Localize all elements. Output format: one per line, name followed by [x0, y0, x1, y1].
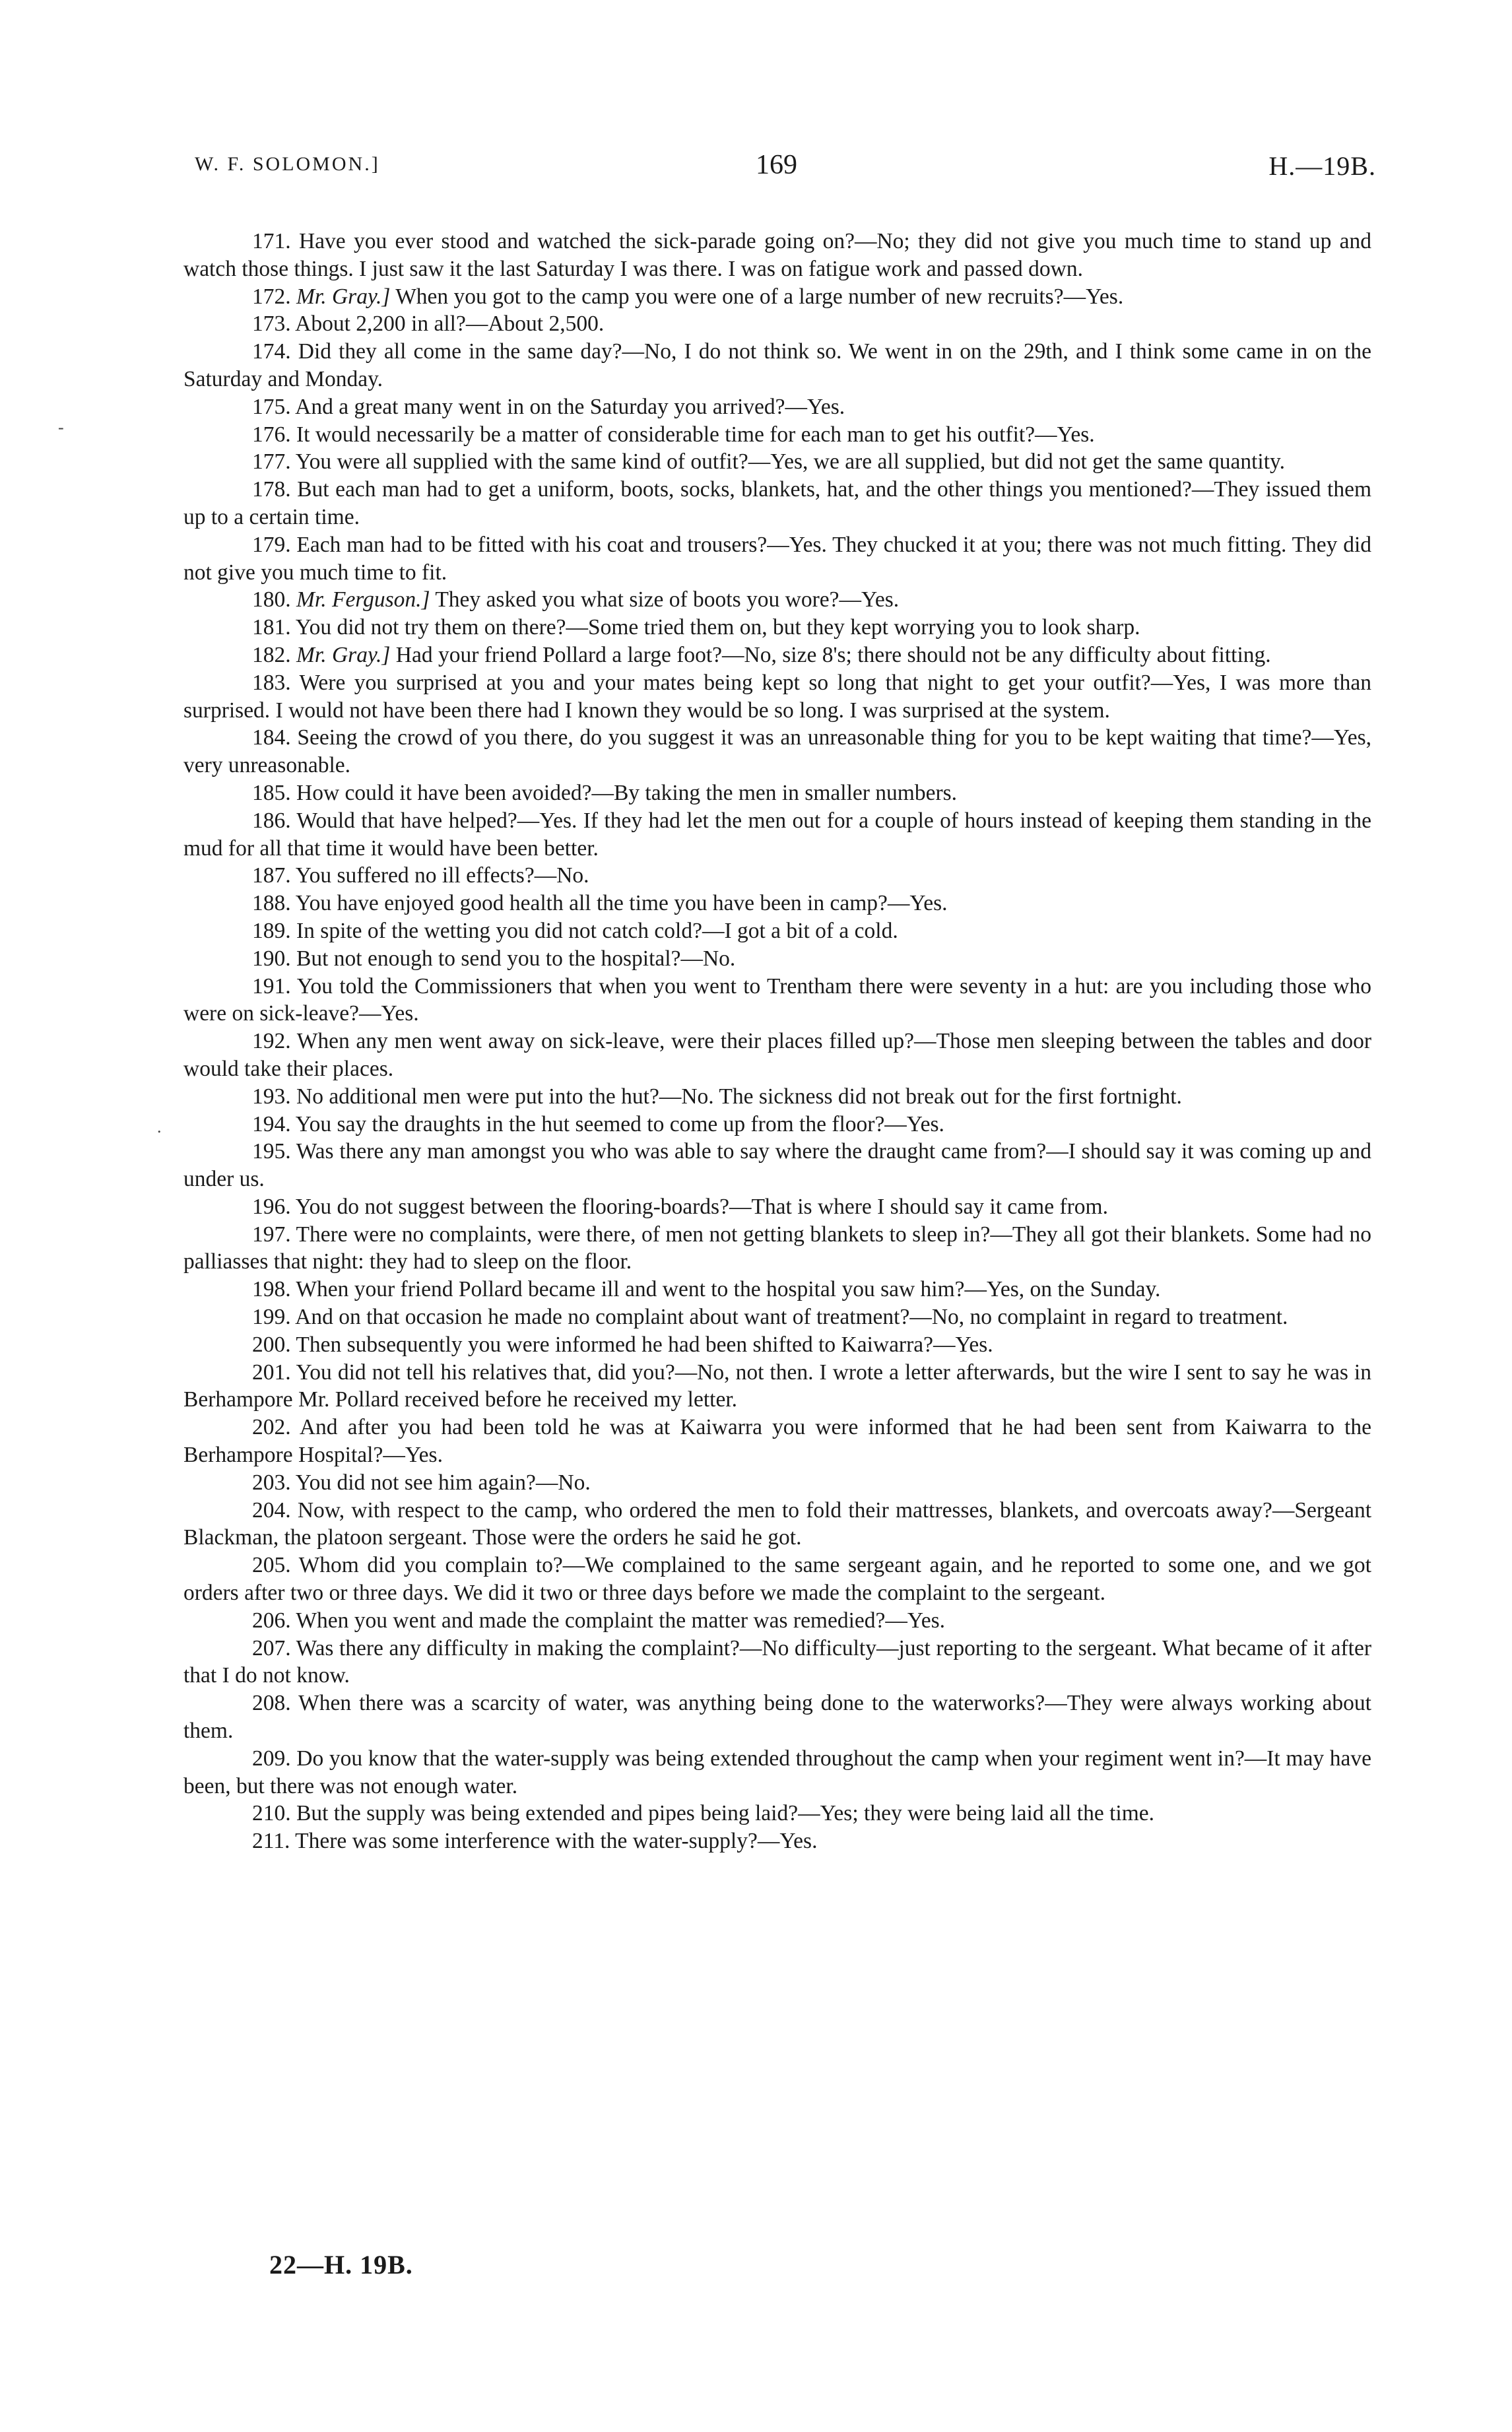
testimony-entry: [183, 917, 1371, 945]
testimony-entry: [183, 1552, 1371, 1607]
question-number: 174.: [252, 339, 291, 364]
question-answer-text: Now, with respect to the camp, who ordered the men to fold their mattresses, blankets, and overcoats away?—Sergeant Blackman, the platoon sergeant. Those were the orders he said he got.: [183, 1497, 1372, 1550]
question-answer-text: About 2,200 in all?—About 2,500.: [295, 312, 605, 337]
question-answer-text: But the supply was being extended and pipes being laid?—Yes; they were being laid all the time.: [296, 1801, 1155, 1826]
question-answer-text: When any men went away on sick-leave, were their places filled up?—Those men sleeping between the tables and door would take their places.: [183, 1029, 1371, 1081]
question-number: 205.: [252, 1553, 291, 1578]
testimony-entry: [183, 338, 1371, 393]
testimony-entry: [183, 1276, 1371, 1303]
question-answer-text: Would that have helped?—Yes. If they had let the men out for a couple of hours instead of keeping them standing in the mud for all that time it would have been better.: [183, 808, 1371, 861]
question-answer-text: Then subsequently you were informed he had been shifted to Kaiwarra?—Yes.: [296, 1332, 993, 1357]
testimony-entry: [183, 476, 1371, 531]
question-answer-text: You do not suggest between the flooring-boards?—That is where I should say it came from.: [295, 1194, 1108, 1219]
question-answer-text: Each man had to be fitted with his coat and trousers?—Yes. They chucked it at you; there was not much fitting. They did not give you much time to fit.: [183, 532, 1371, 585]
question-number: 203.: [252, 1470, 291, 1495]
question-answer-text: And after you had been told he was at Kaiwarra you were informed that he had been sent from Kaiwarra to the Berhampore Hospital?—Yes.: [183, 1415, 1371, 1468]
question-answer-text: Were you surprised at you and your mates being kept so long that night to get your outfit?—Yes, I was more than surprised. I would not have been there had I known they would be so long. I was surprised at the system.: [183, 670, 1371, 723]
margin-mark: .: [157, 1117, 162, 1136]
testimony-entry: [183, 862, 1371, 890]
testimony-entry: [183, 448, 1371, 476]
question-number: 207.: [252, 1635, 291, 1660]
question-answer-text: How could it have been avoided?—By taking the men in smaller numbers.: [296, 780, 958, 805]
question-number: 177.: [252, 449, 291, 475]
question-number: 186.: [252, 808, 291, 833]
question-answer-text: When you went and made the complaint the matter was remedied?—Yes.: [296, 1608, 946, 1633]
question-number: 183.: [252, 670, 291, 695]
question-answer-text: When you got to the camp you were one of a large number of new recruits?—Yes.: [395, 284, 1124, 309]
questioner-name: Mr. Gray.]: [296, 642, 391, 667]
question-answer-text: Was there any difficulty in making the complaint?—No difficulty—just reporting to the sergeant. What became of it after that I do not know.: [183, 1635, 1371, 1688]
question-number: 208.: [252, 1691, 291, 1716]
question-answer-text: When your friend Pollard became ill and went to the hospital you saw him?—Yes, on the Sunday.: [296, 1277, 1161, 1302]
questioner-name: Mr. Gray.]: [296, 284, 391, 309]
question-number: 201.: [252, 1360, 291, 1385]
question-answer-text: You told the Commissioners that when you went to Trentham there were seventy in a hut: are you including those who were on sick-leave?—Yes.: [183, 973, 1371, 1026]
testimony-entry: [183, 779, 1371, 807]
testimony-entry: [183, 1193, 1371, 1221]
question-answer-text: You did not try them on there?—Some tried them on, but they kept worrying you to look sharp.: [295, 615, 1140, 640]
question-answer-text: There was some interference with the water-supply?—Yes.: [295, 1829, 818, 1854]
document-reference: H.—19B.: [1268, 151, 1376, 181]
testimony-entry: [183, 1138, 1371, 1193]
testimony-entry: [183, 1690, 1371, 1745]
question-number: 185.: [252, 780, 291, 805]
question-number: 187.: [252, 863, 291, 888]
question-number: 180.: [252, 587, 291, 612]
testimony-entry: [183, 310, 1371, 338]
testimony-entry: [183, 669, 1371, 725]
testimony-entry: [183, 283, 1371, 311]
question-answer-text: Whom did you complain to?—We complained to the same sergeant again, and he reported to some one, and we got orders after two or three days. We did it two or three days before we made the complaint to the sergeant.: [183, 1553, 1371, 1606]
question-answer-text: There were no complaints, were there, of men not getting blankets to sleep in?—They all got their blankets. Some had no palliasses that night: they had to sleep on the floor.: [183, 1222, 1371, 1274]
testimony-entry: [183, 724, 1371, 779]
question-number: 211.: [252, 1829, 290, 1854]
testimony-entry: [183, 890, 1371, 917]
question-number: 206.: [252, 1608, 291, 1633]
question-answer-text: Was there any man amongst you who was able to say where the draught came from?—I should say it was coming up and under us.: [183, 1139, 1371, 1192]
question-number: 175.: [252, 394, 291, 419]
testimony-entry: [183, 1331, 1371, 1359]
testimony-entry: [183, 228, 1371, 283]
question-answer-text: No additional men were put into the hut?—No. The sickness did not break out for the first fortnight.: [296, 1084, 1182, 1109]
question-number: 178.: [252, 477, 291, 502]
question-answer-text: And a great many went in on the Saturday you arrived?—Yes.: [295, 394, 845, 419]
question-number: 191.: [252, 973, 291, 999]
questioner-name: Mr. Ferguson.]: [296, 587, 430, 612]
question-answer-text: Do you know that the water-supply was being extended throughout the camp when your regiment went in?—It may have been, but there was not enough water.: [183, 1746, 1371, 1798]
question-answer-text: But each man had to get a uniform, boots, socks, blankets, hat, and the other things you mentioned?—They issued them up to a certain time.: [183, 477, 1372, 529]
margin-mark: -: [58, 418, 64, 437]
testimony-entry: [183, 1303, 1371, 1331]
question-answer-text: You say the draughts in the hut seemed to come up from the floor?—Yes.: [295, 1111, 944, 1136]
testimony-entry: [183, 1827, 1371, 1855]
question-answer-text: You did not tell his relatives that, did you?—No, not then. I wrote a letter afterwards, but the wire I sent to say he was in Berhampore Mr. Pollard received before he received my letter.: [183, 1360, 1371, 1412]
question-answer-text: But not enough to send you to the hospital?—No.: [296, 946, 736, 971]
question-number: 196.: [252, 1194, 291, 1219]
question-number: 197.: [252, 1222, 291, 1247]
header-witness-name: W. F. SOLOMON.]: [195, 153, 380, 175]
question-number: 189.: [252, 918, 291, 943]
testimony-entry: [183, 531, 1371, 587]
question-answer-text: Did they all come in the same day?—No, I do not think so. We went in on the 29th, and I think some came in on the Saturday and Monday.: [183, 339, 1372, 391]
testimony-entry: [183, 1497, 1371, 1552]
question-number: 179.: [252, 532, 291, 557]
testimony-entry: [183, 1745, 1371, 1800]
question-answer-text: Had your friend Pollard a large foot?—No, size 8's; there should not be any difficulty about fitting.: [395, 642, 1271, 667]
question-number: 190.: [252, 946, 291, 971]
testimony-entry: [183, 1800, 1371, 1827]
question-answer-text: Seeing the crowd of you there, do you suggest it was an unreasonable thing for you to be kept waiting that time?—Yes, very unreasonable.: [183, 725, 1371, 778]
testimony-entry: [183, 1083, 1371, 1111]
question-number: 171.: [252, 229, 291, 253]
question-number: 199.: [252, 1305, 291, 1330]
question-number: 176.: [252, 422, 291, 447]
question-answer-text: It would necessarily be a matter of considerable time for each man to get his outfit?—Yes.: [296, 422, 1095, 447]
question-number: 210.: [252, 1801, 291, 1826]
question-answer-text: You suffered no ill effects?—No.: [295, 863, 589, 888]
question-answer-text: And on that occasion he made no complaint about want of treatment?—No, no complaint in regard to treatment.: [295, 1305, 1288, 1330]
testimony-entry: [183, 1469, 1371, 1497]
question-number: 192.: [252, 1029, 291, 1054]
question-number: 188.: [252, 891, 291, 916]
testimony-entry: [183, 641, 1371, 669]
testimony-entry: [183, 1111, 1371, 1138]
question-number: 209.: [252, 1746, 291, 1771]
question-number: 194.: [252, 1111, 291, 1136]
testimony-entry: [183, 421, 1371, 449]
question-answer-text: When there was a scarcity of water, was anything being done to the waterworks?—They were always working about them.: [183, 1691, 1371, 1744]
question-number: 204.: [252, 1497, 291, 1523]
page-header: [195, 150, 1376, 193]
question-number: 172.: [252, 284, 291, 309]
testimony-body: [183, 228, 1371, 1855]
testimony-entry: [183, 586, 1371, 614]
question-answer-text: You have enjoyed good health all the time you have been in camp?—Yes.: [295, 891, 948, 916]
question-number: 202.: [252, 1415, 291, 1440]
page-number: 169: [756, 150, 797, 180]
signature-mark: 22—H. 19B.: [269, 2250, 413, 2280]
testimony-entry: [183, 1414, 1371, 1469]
question-number: 182.: [252, 642, 291, 667]
testimony-entry: [183, 393, 1371, 421]
question-number: 173.: [252, 312, 291, 337]
testimony-entry: [183, 1028, 1371, 1083]
question-answer-text: You were all supplied with the same kind of outfit?—Yes, we are all supplied, but did not get the same quantity.: [295, 449, 1285, 475]
testimony-entry: [183, 945, 1371, 973]
question-number: 184.: [252, 725, 291, 750]
question-answer-text: They asked you what size of boots you wore?—Yes.: [435, 587, 900, 612]
question-number: 198.: [252, 1277, 291, 1302]
question-number: 195.: [252, 1139, 291, 1164]
question-answer-text: In spite of the wetting you did not catch cold?—I got a bit of a cold.: [296, 918, 898, 943]
testimony-entry: [183, 1359, 1371, 1414]
testimony-entry: [183, 1607, 1371, 1635]
question-number: 193.: [252, 1084, 291, 1109]
testimony-entry: [183, 1221, 1371, 1276]
testimony-entry: [183, 614, 1371, 641]
question-number: 200.: [252, 1332, 291, 1357]
question-number: 181.: [252, 615, 291, 640]
question-answer-text: You did not see him again?—No.: [295, 1470, 591, 1495]
testimony-entry: [183, 1635, 1371, 1690]
testimony-entry: [183, 807, 1371, 863]
question-answer-text: Have you ever stood and watched the sick-parade going on?—No; they did not give you much time to stand up and watch those things. I just saw it the last Saturday I was there. I was on fatigue work and passed down.: [183, 229, 1372, 281]
testimony-entry: [183, 973, 1371, 1028]
